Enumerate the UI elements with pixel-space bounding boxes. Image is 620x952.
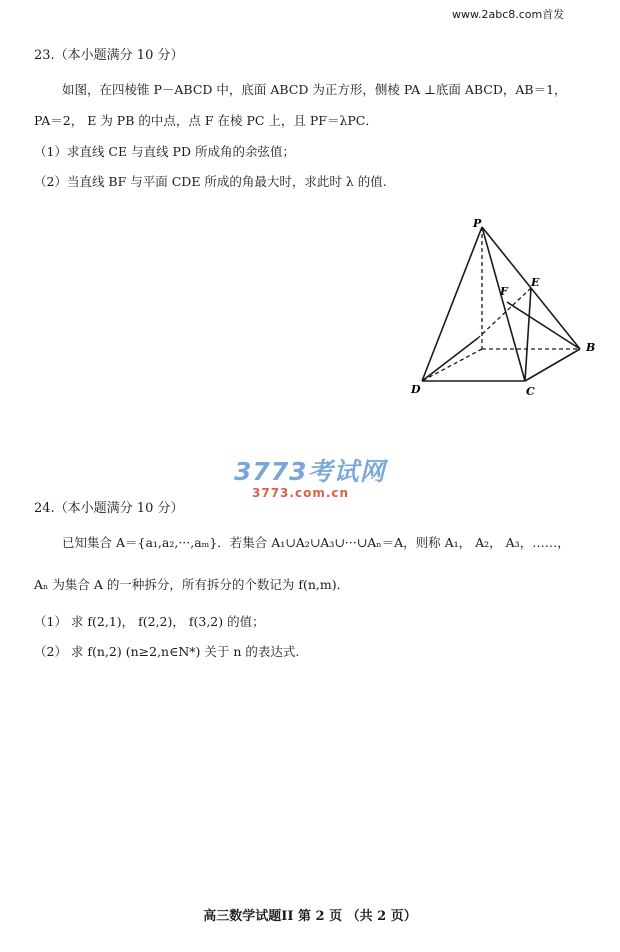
label-p: P [473,217,482,230]
q23-line2: PA＝2， E 为 PB 的中点，点 F 在棱 PC 上，且 PF＝λPC． [34,113,378,128]
label-b: B [586,341,596,354]
watermark-logo: 3773考试网 [234,457,386,486]
label-e: E [531,276,540,289]
label-d: D [411,383,421,396]
page-footer: 高三数学试题II 第 2 页 （共 2 页） [203,909,417,924]
edge-cb [525,349,580,381]
q24-line1: 已知集合 A＝{a₁,a₂,···,aₘ}．若集合 A₁∪A₂∪A₃∪···∪Aₙ＝A，则称 A₁， A₂， A₃，……， [62,535,570,550]
q23-line1: 如图，在四棱锥 P－ABCD 中，底面 ABCD 为正方形，侧棱 PA ⊥底面 ABCD，AB＝1， [62,82,567,97]
edge-ad-hidden [422,349,482,381]
q24-part1: （1） 求 f(2,1)， f(2,2)， f(3,2) 的值； [34,614,265,629]
q23-heading: 23.（本小题满分 10 分） [34,48,184,63]
pyramid-figure [400,215,610,405]
watermark-url: 3773.com.cn [252,486,350,500]
label-f: F [500,285,508,298]
segment-fb [507,302,580,349]
label-c: C [526,385,535,398]
site-watermark: www.2abc8.com首发 [452,8,565,21]
edge-pc [482,227,525,381]
q24-part2: （2） 求 f(n,2) (n≥2,n∈N*) 关于 n 的表达式. [34,644,300,659]
segment-ce [525,288,531,381]
q24-heading: 24.（本小题满分 10 分） [34,501,184,516]
q23-part1: （1）求直线 CE 与直线 PD 所成角的余弦值； [34,144,295,159]
q24-line2: Aₙ 为集合 A 的一种拆分，所有拆分的个数记为 f(n,m)． [34,577,350,592]
q23-part2: （2）当直线 BF 与平面 CDE 所成的角最大时，求此时 λ 的值. [34,174,387,189]
